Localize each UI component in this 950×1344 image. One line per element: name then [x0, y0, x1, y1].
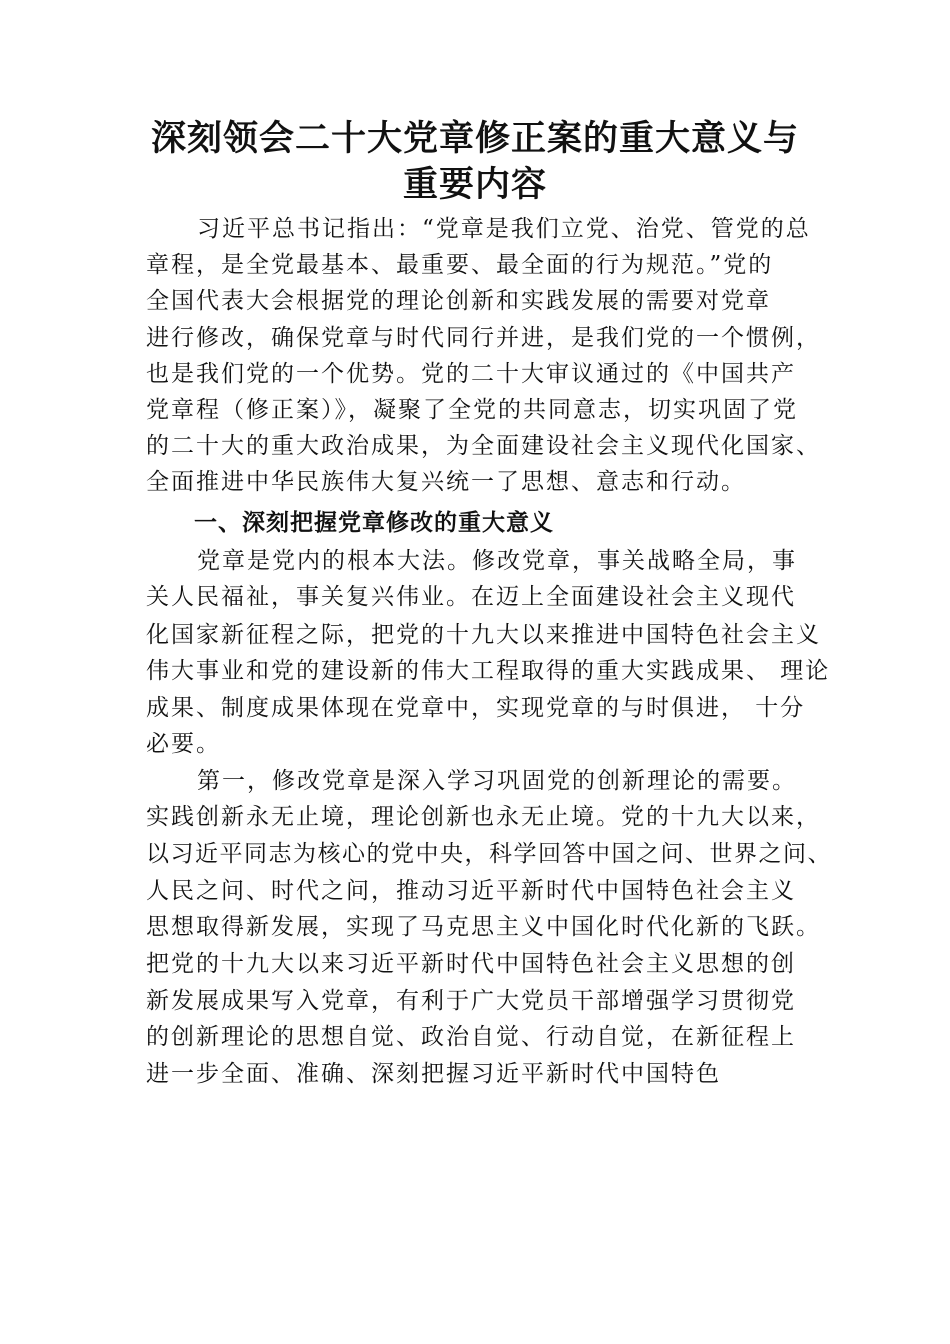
para1-line: 也是我们党的一个优势。党的二十大审议通过的《中国共产 [146, 361, 796, 387]
document-title-line-1: 深刻领会二十大党章修正案的重大意义与 [150, 119, 799, 159]
para1-line: 党章程（修正案）》，凝聚了全党的共同意志，切实巩固了党 [146, 397, 798, 423]
para1-line: 习近平总书记指出：“党章是我们立党、治党、管党的总 [197, 216, 811, 242]
para1-line: 全面推进中华民族伟大复兴统一了思想、意志和行动。 [146, 469, 746, 495]
para2-line: 伟大事业和党的建设新的伟大工程取得的重大实践成果、 理论 [146, 658, 831, 684]
para2-line: 党章是党内的根本大法。修改党章，事关战略全局，事 [197, 548, 797, 574]
para3-line: 新发展成果写入党章，有利于广大党员干部增强学习贯彻党 [146, 988, 796, 1014]
para1-line: 全国代表大会根据党的理论创新和实践发展的需要对党章 [146, 288, 771, 314]
document-title-line-2: 重要内容 [402, 165, 547, 205]
section-heading: 一、深刻把握党章修改的重大意义 [194, 510, 554, 536]
para3-line: 进一步全面、准确、深刻把握习近平新时代中国特色 [146, 1061, 721, 1087]
para3-line: 实践创新永无止境，理论创新也永无止境。党的十九大以来， [146, 804, 821, 830]
para2-line: 关人民福祉，事关复兴伟业。在迈上全面建设社会主义现代 [146, 584, 796, 610]
para1-line: 章程，是全党最基本、最重要、最全面的行为规范。”党的 [146, 252, 774, 278]
para3-line: 思想取得新发展，实现了马克思主义中国化时代化新的飞跃。 [146, 914, 821, 940]
para3-line: 人民之问、时代之问，推动习近平新时代中国特色社会主义 [146, 878, 796, 904]
para3-line: 第一，修改党章是深入学习巩固党的创新理论的需要。 [197, 768, 797, 794]
para1-line: 的二十大的重大政治成果，为全面建设社会主义现代化国家、 [146, 433, 821, 459]
para2-line: 化国家新征程之际，把党的十九大以来推进中国特色社会主义 [146, 622, 821, 648]
para3-line: 的创新理论的思想自觉、政治自觉、行动自觉，在新征程上 [146, 1024, 796, 1050]
para3-line: 把党的十九大以来习近平新时代中国特色社会主义思想的创 [146, 951, 796, 977]
para2-line: 成果、制度成果体现在党章中，实现党章的与时俱进， 十分 [146, 695, 806, 721]
para2-line: 必要。 [146, 731, 221, 757]
para3-line: 以习近平同志为核心的党中央，科学回答中国之问、世界之问、 [146, 841, 832, 867]
para1-line: 进行修改，确保党章与时代同行并进，是我们党的一个惯例， [146, 325, 821, 351]
